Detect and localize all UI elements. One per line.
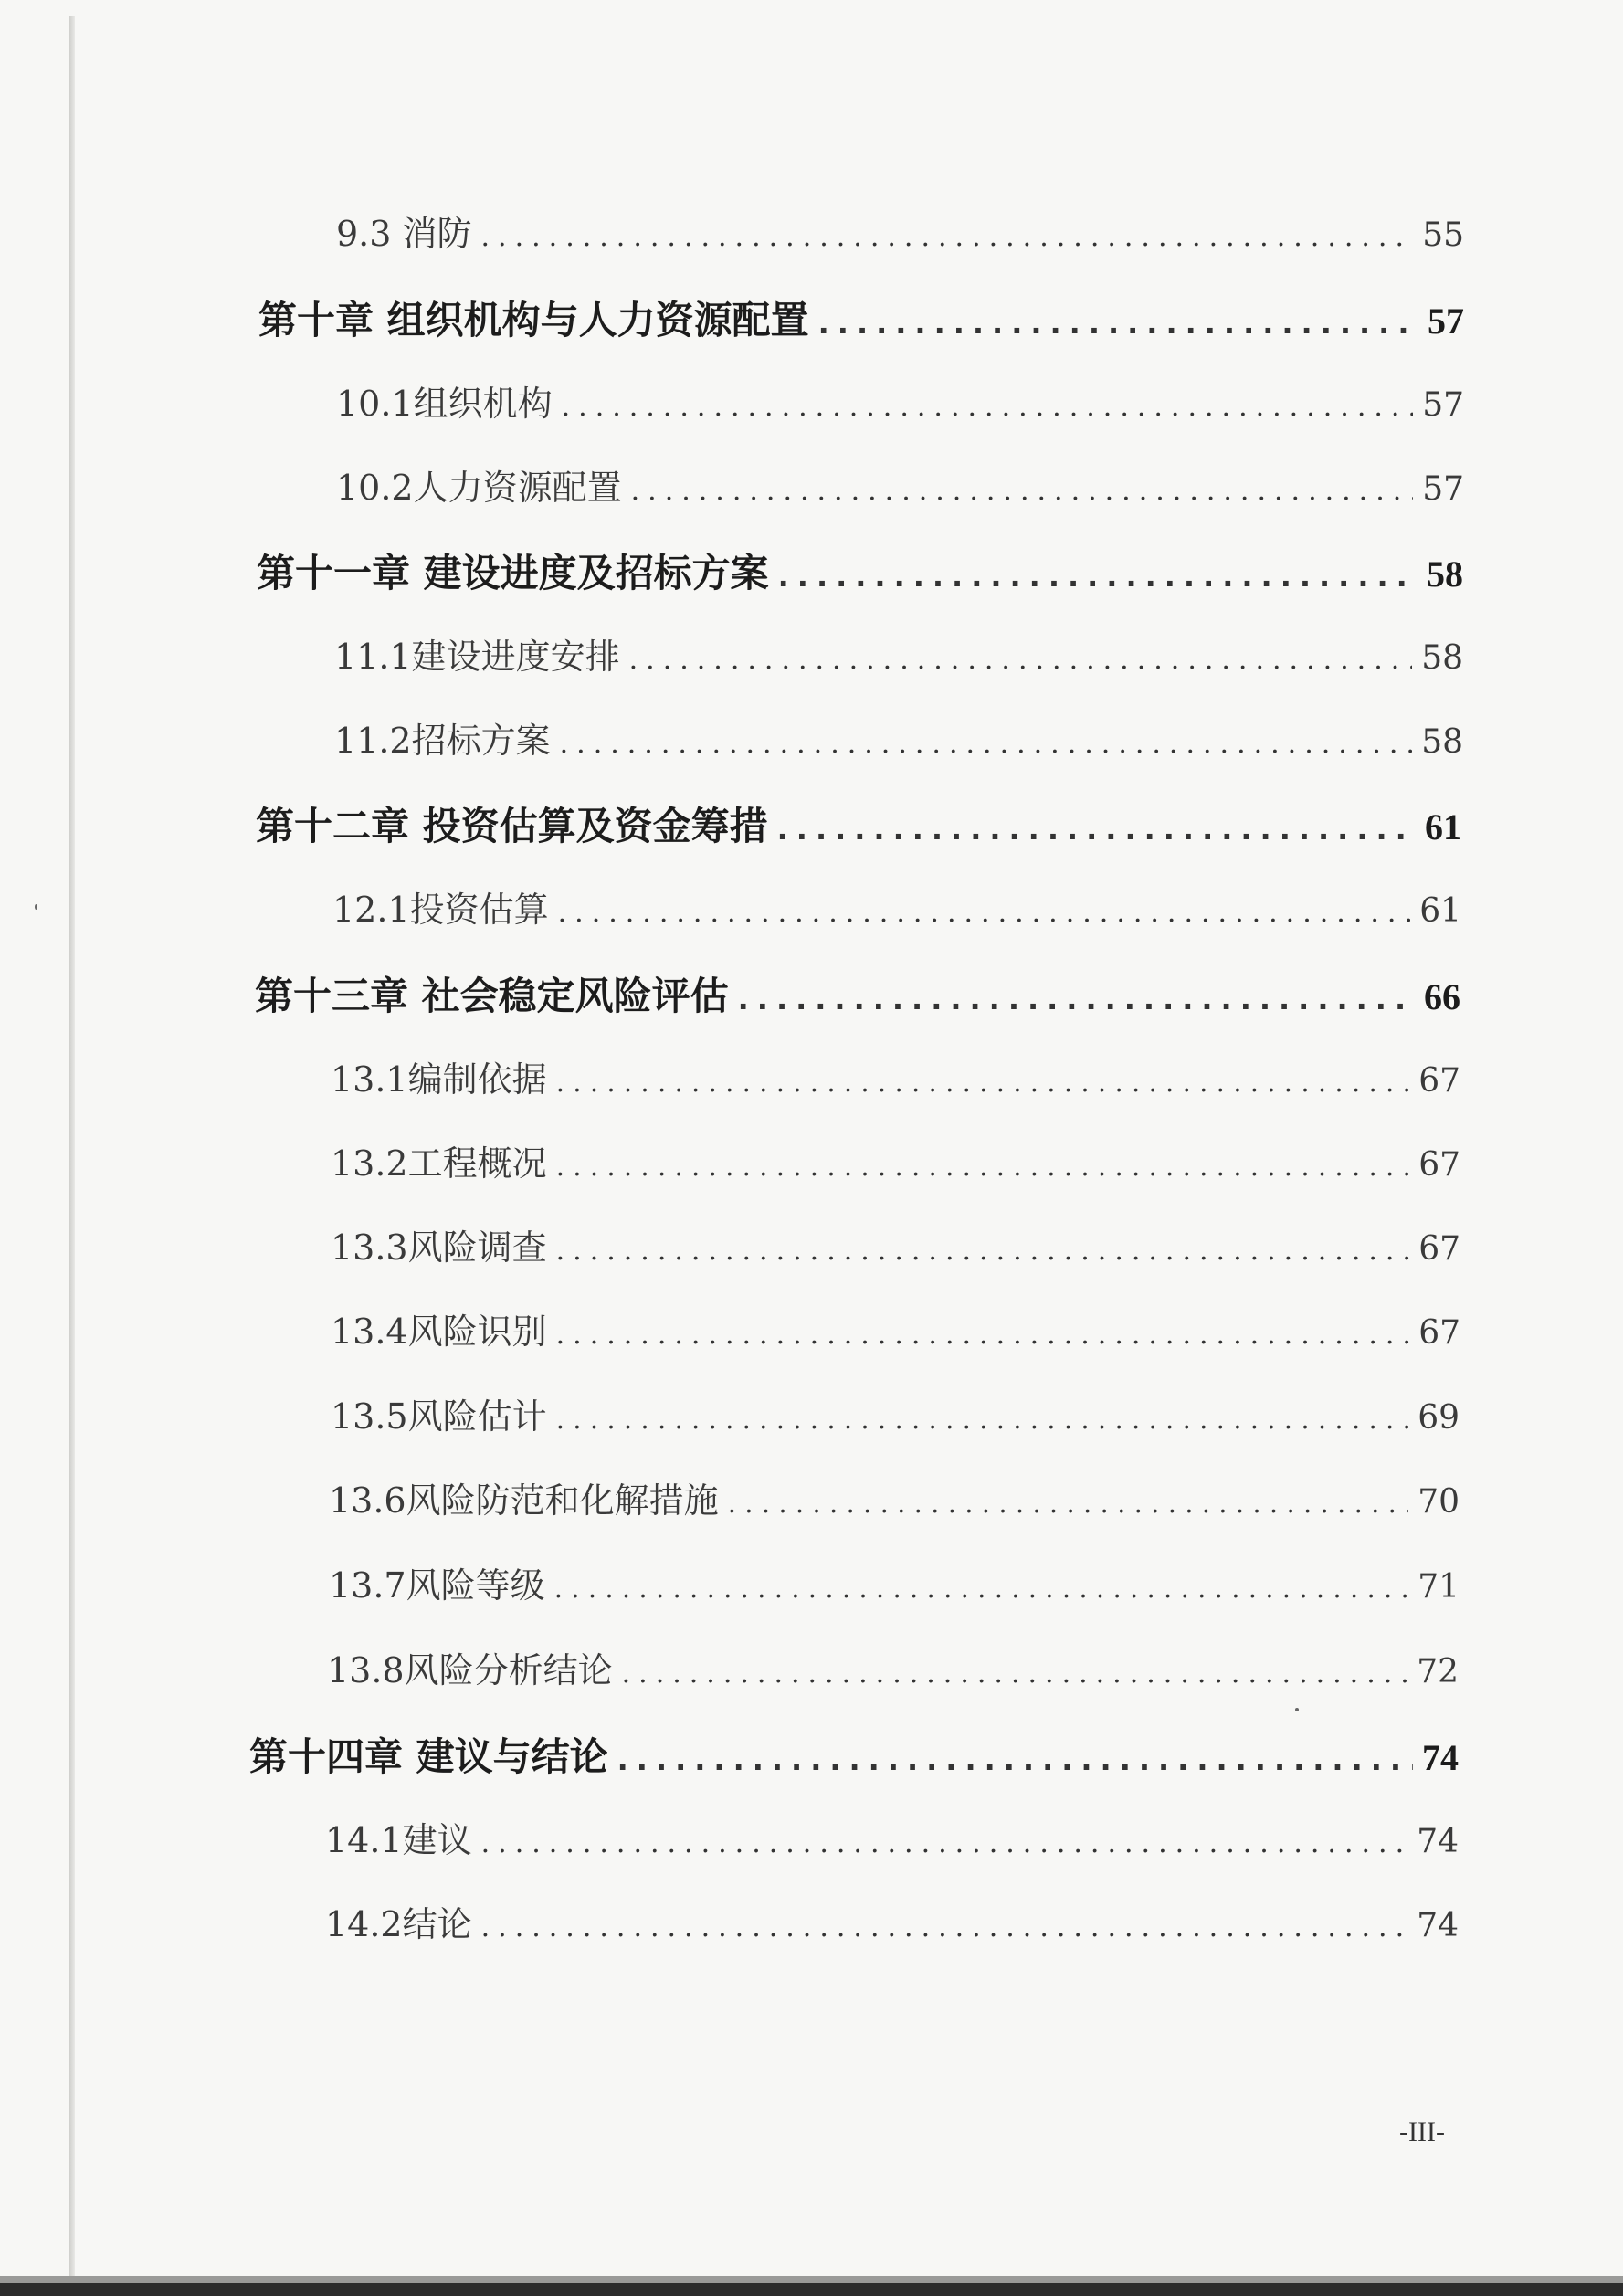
toc-entry-page: 67 (1418, 1146, 1460, 1184)
toc-chapter[interactable] (257, 543, 1463, 598)
dot-leader (818, 306, 1418, 341)
toc-entry[interactable] (336, 375, 1464, 426)
toc-entry-page: 67 (1418, 1230, 1460, 1268)
toc-entry-page: 74 (1417, 1907, 1459, 1944)
toc-entry[interactable] (331, 1303, 1460, 1353)
toc-entry-label: 13.5风险估计 (331, 1396, 547, 1437)
toc-chapter-page: 61 (1425, 806, 1461, 848)
dot-leader (554, 1573, 1409, 1605)
dot-leader (738, 982, 1415, 1016)
toc-entry-label: 13.3风险调查 (331, 1227, 547, 1268)
toc-entry-page: 69 (1417, 1399, 1460, 1437)
toc-chapter-label: 第十四章 建议与结论 (249, 1734, 608, 1779)
toc-entry-label: 14.2结论 (325, 1904, 472, 1944)
toc-entry-label: 10.2人力资源配置 (336, 468, 622, 508)
dot-leader (556, 1404, 1409, 1436)
toc-chapter-page: 57 (1428, 300, 1464, 342)
toc-chapter-label: 第十二章 投资估算及资金筹措 (256, 804, 768, 848)
toc-entry[interactable] (325, 1896, 1459, 1946)
toc-entry[interactable] (329, 1472, 1460, 1522)
toc-entry-page: 57 (1422, 386, 1464, 424)
page-number: -III- (1399, 2117, 1445, 2147)
toc-chapter-page: 74 (1422, 1737, 1459, 1778)
toc-chapter[interactable] (249, 1727, 1459, 1782)
toc-chapter[interactable] (255, 966, 1460, 1021)
toc-entry[interactable] (331, 1135, 1460, 1185)
toc-entry[interactable] (331, 1388, 1460, 1438)
dot-leader (562, 391, 1414, 423)
toc-entry[interactable] (334, 712, 1463, 763)
dot-leader (728, 1488, 1409, 1520)
dot-leader (631, 475, 1414, 507)
dot-leader (481, 1827, 1408, 1859)
toc-entry[interactable] (332, 881, 1461, 932)
toc-entry-page: 55 (1422, 216, 1464, 254)
dot-leader (777, 812, 1416, 847)
toc-entry-label: 13.2工程概况 (331, 1143, 547, 1184)
toc-entry-label: 14.1建议 (325, 1820, 472, 1860)
toc-entry-label: 13.7风险等级 (329, 1565, 545, 1606)
toc-entry-page: 74 (1417, 1823, 1459, 1860)
toc-entry-page: 67 (1418, 1314, 1460, 1352)
toc-chapter[interactable] (256, 796, 1461, 851)
toc-entry-label: 13.4风险识别 (331, 1311, 547, 1352)
toc-entry-label: 12.1投资估算 (332, 890, 549, 930)
toc-chapter-page: 66 (1424, 976, 1460, 1017)
toc-entry-label: 11.1建设进度安排 (334, 637, 620, 677)
toc-entry-page: 67 (1418, 1062, 1460, 1100)
toc-entry[interactable] (336, 459, 1464, 510)
toc-entry-label: 13.8风险分析结论 (327, 1650, 613, 1690)
toc-entry[interactable] (334, 628, 1463, 679)
toc-entry[interactable] (327, 1642, 1459, 1692)
toc-entry-page: 57 (1422, 470, 1464, 508)
toc-entry[interactable] (331, 1051, 1460, 1101)
toc-chapter-page: 58 (1427, 553, 1463, 595)
dot-leader (778, 559, 1417, 594)
dot-leader (481, 221, 1414, 253)
toc-entry-page: 58 (1421, 723, 1463, 761)
toc-entry[interactable] (336, 205, 1464, 256)
toc-chapter-label: 第十三章 社会稳定风险评估 (255, 974, 729, 1018)
toc-entry[interactable] (331, 1219, 1460, 1269)
toc-entry-label: 10.1组织机构 (336, 384, 553, 424)
dot-leader (481, 1912, 1408, 1943)
toc-entry-page: 71 (1417, 1568, 1460, 1606)
dot-leader (558, 897, 1411, 929)
toc-entry[interactable] (325, 1812, 1459, 1862)
dot-leader (556, 1235, 1410, 1267)
toc-entry-page: 61 (1419, 892, 1461, 930)
dot-leader (617, 1743, 1413, 1777)
toc-chapter[interactable] (258, 290, 1464, 345)
toc-entry[interactable] (329, 1557, 1460, 1607)
toc-entry-page: 70 (1417, 1483, 1460, 1521)
dot-leader (560, 728, 1413, 760)
toc-entry-label: 9.3 消防 (336, 214, 472, 254)
toc-chapter-label: 第十章 组织机构与人力资源配置 (258, 298, 809, 342)
dot-leader (556, 1151, 1410, 1183)
dot-leader (629, 644, 1413, 676)
dot-leader (622, 1658, 1408, 1690)
toc-entry-page: 58 (1421, 639, 1463, 677)
toc-entry-label: 11.2招标方案 (334, 721, 551, 761)
toc-entry-page: 72 (1417, 1653, 1459, 1690)
dot-leader (556, 1067, 1410, 1099)
toc-entry-label: 13.6风险防范和化解措施 (329, 1480, 719, 1521)
toc-chapter-label: 第十一章 建设进度及招标方案 (257, 551, 769, 595)
toc-entry-label: 13.1编制依据 (331, 1059, 547, 1100)
dot-leader (556, 1319, 1410, 1351)
